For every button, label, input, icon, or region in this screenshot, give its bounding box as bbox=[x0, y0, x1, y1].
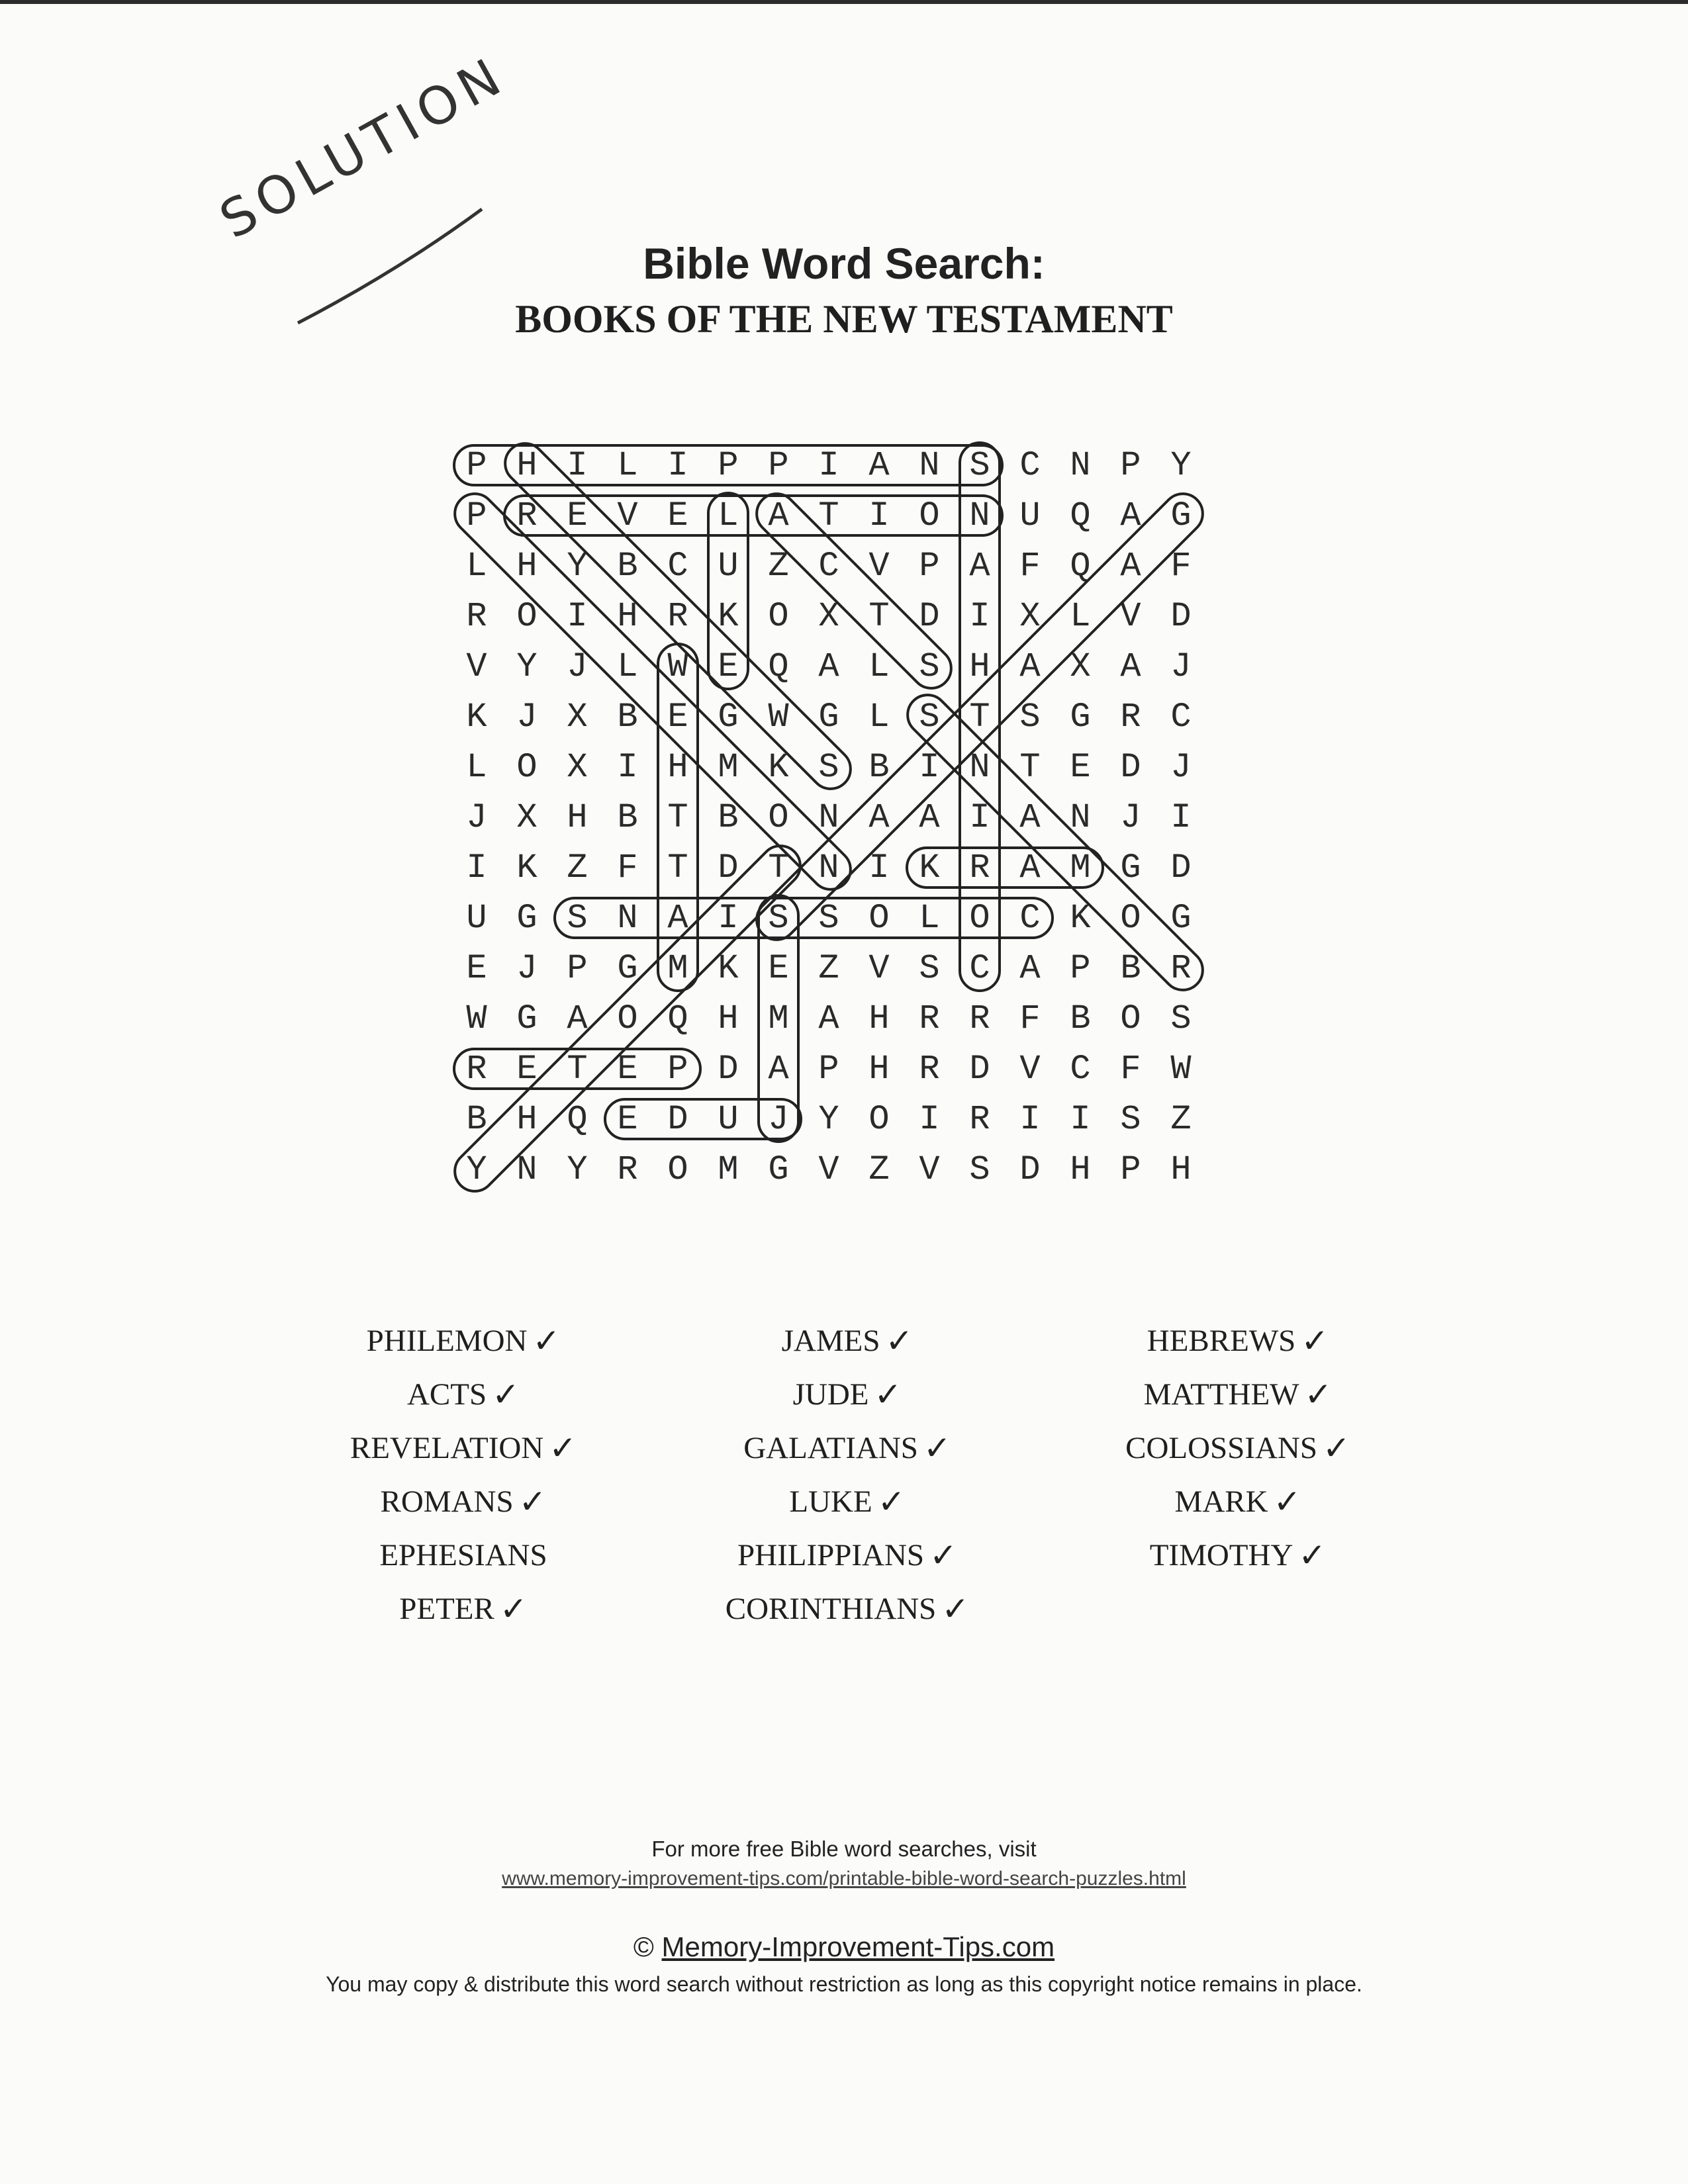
grid-letter: D bbox=[919, 596, 940, 636]
grid-letter: T bbox=[667, 848, 688, 887]
grid-letter: A bbox=[1019, 647, 1041, 686]
grid-letter: I bbox=[868, 848, 890, 887]
grid-letter: A bbox=[818, 647, 839, 686]
grid-letter: M bbox=[667, 948, 688, 988]
grid-letter: J bbox=[516, 697, 538, 737]
grid-letter: G bbox=[768, 1150, 789, 1189]
grid-letter: Y bbox=[818, 1099, 839, 1139]
grid-letter: D bbox=[667, 1099, 688, 1139]
copyright-symbol: © bbox=[633, 1931, 654, 1962]
word-label: GALATIANS bbox=[743, 1430, 918, 1465]
grid-letter: B bbox=[617, 546, 638, 586]
grid-letter: C bbox=[1019, 445, 1041, 485]
grid-letter: X bbox=[1019, 596, 1041, 636]
grid-letter: T bbox=[969, 697, 990, 737]
grid-letter: A bbox=[1019, 848, 1041, 887]
word-label: CORINTHIANS bbox=[725, 1591, 937, 1626]
grid-letter: O bbox=[1120, 999, 1141, 1038]
word-list-item bbox=[1033, 1528, 1443, 1582]
grid-letter: A bbox=[1120, 647, 1141, 686]
grid-letter: O bbox=[868, 1099, 890, 1139]
grid-letter: D bbox=[718, 1049, 739, 1089]
grid-letter: N bbox=[969, 747, 990, 787]
grid-letter: U bbox=[466, 898, 487, 938]
grid-letter: Z bbox=[868, 1150, 890, 1189]
check-mark-icon: ✓ bbox=[874, 1375, 902, 1414]
word-list-item bbox=[258, 1582, 669, 1635]
check-mark-icon: ✓ bbox=[941, 1589, 970, 1628]
grid-letter: E bbox=[567, 496, 588, 535]
grid-letter: C bbox=[969, 948, 990, 988]
grid-letter: O bbox=[516, 747, 538, 787]
grid-letter: D bbox=[1120, 747, 1141, 787]
word-list-item bbox=[1033, 1314, 1443, 1367]
grid-letter: O bbox=[1120, 898, 1141, 938]
word-label: REVELATION bbox=[350, 1430, 544, 1465]
page-title: Bible Word Search: bbox=[643, 239, 1045, 288]
grid-letter: X bbox=[1070, 647, 1091, 686]
grid-letter: R bbox=[516, 496, 538, 535]
grid-letter: Q bbox=[1070, 496, 1091, 535]
grid-letter: Y bbox=[516, 647, 538, 686]
grid-letter: P bbox=[1120, 1150, 1141, 1189]
grid-letter: L bbox=[466, 546, 487, 586]
handwritten-solution-label: SOLUTION bbox=[211, 45, 516, 251]
grid-letter: D bbox=[1170, 596, 1192, 636]
check-mark-icon: ✓ bbox=[549, 1428, 577, 1467]
grid-letter: N bbox=[617, 898, 638, 938]
grid-letter: R bbox=[466, 596, 487, 636]
word-label: JUDE bbox=[792, 1377, 869, 1412]
grid-letter: L bbox=[617, 647, 638, 686]
grid-letter: Y bbox=[466, 1150, 487, 1189]
word-list-column-2 bbox=[642, 1314, 1053, 1635]
grid-letter: M bbox=[1070, 848, 1091, 887]
grid-letter: V bbox=[1120, 596, 1141, 636]
grid-letter: G bbox=[1170, 898, 1192, 938]
grid-letter: I bbox=[1019, 1099, 1041, 1139]
grid-letter: G bbox=[516, 898, 538, 938]
grid-letter: Y bbox=[567, 546, 588, 586]
word-list-item bbox=[258, 1367, 669, 1421]
grid-letter: T bbox=[818, 496, 839, 535]
grid-letter: E bbox=[1070, 747, 1091, 787]
grid-letter: B bbox=[617, 697, 638, 737]
grid-letter: E bbox=[617, 1099, 638, 1139]
word-list-item bbox=[258, 1421, 669, 1475]
grid-letter: S bbox=[768, 898, 789, 938]
grid-letter: R bbox=[617, 1150, 638, 1189]
grid-letter: I bbox=[969, 797, 990, 837]
grid-letter: G bbox=[617, 948, 638, 988]
grid-letter: F bbox=[1019, 999, 1041, 1038]
grid-letter: L bbox=[1070, 596, 1091, 636]
grid-letter: G bbox=[516, 999, 538, 1038]
word-label: JAMES bbox=[781, 1323, 880, 1358]
word-label: MARK bbox=[1174, 1484, 1268, 1519]
grid-letter: D bbox=[1019, 1150, 1041, 1189]
grid-letter: S bbox=[969, 1150, 990, 1189]
grid-letter: O bbox=[868, 898, 890, 938]
grid-letter: H bbox=[1070, 1150, 1091, 1189]
grid-letter: I bbox=[919, 1099, 940, 1139]
word-list-column-3 bbox=[1033, 1314, 1443, 1582]
word-label: HEBREWS bbox=[1147, 1323, 1296, 1358]
grid-letter: T bbox=[1019, 747, 1041, 787]
grid-letter: P bbox=[768, 445, 789, 485]
grid-letter: U bbox=[718, 1099, 739, 1139]
check-mark-icon: ✓ bbox=[1273, 1482, 1301, 1521]
grid-letter: A bbox=[969, 546, 990, 586]
page-subtitle: BOOKS OF THE NEW TESTAMENT bbox=[515, 297, 1173, 341]
word-label: PHILIPPIANS bbox=[737, 1537, 925, 1572]
grid-letter: S bbox=[919, 948, 940, 988]
grid-letter: N bbox=[818, 797, 839, 837]
grid-letter: Q bbox=[768, 647, 789, 686]
grid-letter: F bbox=[1170, 546, 1192, 586]
grid-letter: E bbox=[768, 948, 789, 988]
grid-letter: Q bbox=[567, 1099, 588, 1139]
grid-letter: V bbox=[617, 496, 638, 535]
grid-letter: N bbox=[516, 1150, 538, 1189]
grid-letter: E bbox=[667, 496, 688, 535]
grid-letter: J bbox=[768, 1099, 789, 1139]
grid-letter: N bbox=[1070, 445, 1091, 485]
check-mark-icon: ✓ bbox=[923, 1428, 951, 1467]
grid-letter: M bbox=[768, 999, 789, 1038]
grid-letter: S bbox=[818, 747, 839, 787]
grid-letter: O bbox=[919, 496, 940, 535]
word-list-item bbox=[258, 1314, 669, 1367]
grid-letter: I bbox=[818, 445, 839, 485]
grid-letter: P bbox=[718, 445, 739, 485]
grid-letter: J bbox=[466, 797, 487, 837]
grid-letter: T bbox=[667, 797, 688, 837]
grid-letter: Z bbox=[1170, 1099, 1192, 1139]
check-mark-icon: ✓ bbox=[877, 1482, 906, 1521]
grid-letter: X bbox=[567, 747, 588, 787]
word-list-item bbox=[642, 1528, 1053, 1582]
grid-letter: G bbox=[1120, 848, 1141, 887]
grid-letter: X bbox=[567, 697, 588, 737]
grid-letter: A bbox=[567, 999, 588, 1038]
word-list-item bbox=[1033, 1421, 1443, 1475]
grid-letter: H bbox=[1170, 1150, 1192, 1189]
grid-letter: R bbox=[1120, 697, 1141, 737]
grid-letter: R bbox=[667, 596, 688, 636]
grid-letter: M bbox=[718, 1150, 739, 1189]
grid-letter: O bbox=[768, 596, 789, 636]
grid-letter: N bbox=[818, 848, 839, 887]
grid-letter: F bbox=[1120, 1049, 1141, 1089]
grid-letter: G bbox=[718, 697, 739, 737]
word-list-column-1 bbox=[258, 1314, 669, 1635]
grid-letter: K bbox=[919, 848, 940, 887]
check-mark-icon: ✓ bbox=[1304, 1375, 1333, 1414]
grid-letter: A bbox=[919, 797, 940, 837]
grid-letter: V bbox=[466, 647, 487, 686]
grid-letter: K bbox=[466, 697, 487, 737]
grid-letter: E bbox=[667, 697, 688, 737]
grid-letter: C bbox=[1070, 1049, 1091, 1089]
grid-letter: A bbox=[667, 898, 688, 938]
check-mark-icon: ✓ bbox=[1298, 1535, 1327, 1574]
check-mark-icon: ✓ bbox=[532, 1321, 561, 1360]
check-mark-icon: ✓ bbox=[1301, 1321, 1329, 1360]
grid-letter: P bbox=[919, 546, 940, 586]
check-mark-icon: ✓ bbox=[492, 1375, 520, 1414]
word-list-item bbox=[642, 1314, 1053, 1367]
grid-letter: H bbox=[516, 445, 538, 485]
grid-letter: W bbox=[768, 697, 789, 737]
grid-letter: I bbox=[868, 496, 890, 535]
grid-letter: V bbox=[868, 948, 890, 988]
footer-copyright bbox=[0, 1931, 1688, 1963]
grid-letter: D bbox=[718, 848, 739, 887]
grid-letter: V bbox=[868, 546, 890, 586]
grid-letter: L bbox=[919, 898, 940, 938]
grid-letter: L bbox=[466, 747, 487, 787]
grid-letter: Z bbox=[818, 948, 839, 988]
grid-letter: L bbox=[868, 647, 890, 686]
grid-letter: C bbox=[818, 546, 839, 586]
grid-letter: B bbox=[868, 747, 890, 787]
grid-letter: T bbox=[567, 1049, 588, 1089]
check-mark-icon: ✓ bbox=[1323, 1428, 1350, 1467]
grid-letter: K bbox=[768, 747, 789, 787]
grid-letter: U bbox=[1019, 496, 1041, 535]
grid-letter: P bbox=[466, 496, 487, 535]
grid-letter: K bbox=[516, 848, 538, 887]
check-mark-icon: ✓ bbox=[518, 1482, 547, 1521]
grid-letter: P bbox=[567, 948, 588, 988]
grid-letter: L bbox=[617, 445, 638, 485]
word-label: PETER bbox=[399, 1591, 494, 1626]
grid-letter: V bbox=[818, 1150, 839, 1189]
grid-letter: E bbox=[617, 1049, 638, 1089]
grid-letter: S bbox=[1019, 697, 1041, 737]
grid-letter: I bbox=[1070, 1099, 1091, 1139]
word-list-item bbox=[642, 1475, 1053, 1528]
grid-letter: X bbox=[818, 596, 839, 636]
grid-letter: H bbox=[617, 596, 638, 636]
grid-letter: T bbox=[768, 848, 789, 887]
grid-letter: B bbox=[1070, 999, 1091, 1038]
grid-letter: S bbox=[1120, 1099, 1141, 1139]
grid-letter: B bbox=[1120, 948, 1141, 988]
grid-letter: H bbox=[516, 1099, 538, 1139]
grid-letter: G bbox=[1070, 697, 1091, 737]
grid-letter: P bbox=[667, 1049, 688, 1089]
word-list-item bbox=[642, 1421, 1053, 1475]
grid-letter: E bbox=[516, 1049, 538, 1089]
grid-letter: B bbox=[466, 1099, 487, 1139]
grid-letter: R bbox=[919, 1049, 940, 1089]
grid-letter: B bbox=[718, 797, 739, 837]
grid-letter: Z bbox=[567, 848, 588, 887]
grid-letter: J bbox=[1170, 747, 1192, 787]
check-mark-icon: ✓ bbox=[929, 1535, 957, 1574]
word-label: ROMANS bbox=[380, 1484, 514, 1519]
grid-letter: O bbox=[768, 797, 789, 837]
grid-letter: K bbox=[718, 596, 739, 636]
grid-letter: V bbox=[919, 1150, 940, 1189]
word-list-item bbox=[1033, 1367, 1443, 1421]
grid-letter: J bbox=[1120, 797, 1141, 837]
word-label: MATTHEW bbox=[1143, 1377, 1299, 1412]
word-list-item bbox=[642, 1582, 1053, 1635]
grid-letter: A bbox=[818, 999, 839, 1038]
grid-letter: H bbox=[516, 546, 538, 586]
grid-letter: D bbox=[1170, 848, 1192, 887]
grid-letter: P bbox=[1070, 948, 1091, 988]
grid-letter: I bbox=[718, 898, 739, 938]
grid-letter: W bbox=[667, 647, 688, 686]
grid-letter: G bbox=[818, 697, 839, 737]
grid-letter: A bbox=[868, 445, 890, 485]
grid-letter: S bbox=[1170, 999, 1192, 1038]
footer-visit-text: For more free Bible word searches, visit bbox=[651, 1837, 1037, 1861]
grid-letter: S bbox=[969, 445, 990, 485]
word-label: COLOSSIANS bbox=[1125, 1430, 1317, 1465]
grid-letter: C bbox=[1019, 898, 1041, 938]
grid-letter: R bbox=[969, 848, 990, 887]
grid-letter: E bbox=[718, 647, 739, 686]
grid-letter: P bbox=[818, 1049, 839, 1089]
grid-letter: I bbox=[969, 596, 990, 636]
grid-letter: F bbox=[617, 848, 638, 887]
grid-letter: J bbox=[567, 647, 588, 686]
grid-letter: R bbox=[466, 1049, 487, 1089]
grid-letter: I bbox=[567, 445, 588, 485]
grid-letter: B bbox=[617, 797, 638, 837]
grid-letter: P bbox=[1120, 445, 1141, 485]
grid-letter: H bbox=[868, 1049, 890, 1089]
grid-letter: R bbox=[919, 999, 940, 1038]
grid-letter: A bbox=[768, 496, 789, 535]
grid-letter: H bbox=[969, 647, 990, 686]
grid-letter: A bbox=[1019, 797, 1041, 837]
grid-letter: S bbox=[919, 647, 940, 686]
grid-letter: E bbox=[466, 948, 487, 988]
word-label: TIMOTHY bbox=[1149, 1537, 1293, 1572]
grid-letter: I bbox=[667, 445, 688, 485]
grid-letter: N bbox=[919, 445, 940, 485]
grid-letter: Z bbox=[768, 546, 789, 586]
grid-letter: K bbox=[1070, 898, 1091, 938]
word-label: PHILEMON bbox=[366, 1323, 528, 1358]
grid-letter: T bbox=[868, 596, 890, 636]
grid-letter: G bbox=[1170, 496, 1192, 535]
grid-letter: O bbox=[667, 1150, 688, 1189]
grid-letter: S bbox=[818, 898, 839, 938]
grid-letter: H bbox=[667, 747, 688, 787]
grid-letter: O bbox=[516, 596, 538, 636]
grid-letter: R bbox=[969, 1099, 990, 1139]
grid-letter: W bbox=[466, 999, 487, 1038]
footer-notice: You may copy & distribute this word search without restriction as long as this copyright notice remains in place. bbox=[326, 1972, 1362, 1996]
grid-letter: H bbox=[567, 797, 588, 837]
grid-letter: A bbox=[1120, 496, 1141, 535]
grid-letter: Y bbox=[1170, 445, 1192, 485]
word-label: LUKE bbox=[789, 1484, 872, 1519]
check-mark-icon: ✓ bbox=[499, 1589, 528, 1628]
grid-letter: H bbox=[718, 999, 739, 1038]
grid-letter: A bbox=[1019, 948, 1041, 988]
grid-letter: Q bbox=[667, 999, 688, 1038]
grid-letter: C bbox=[1170, 697, 1192, 737]
grid-letter: V bbox=[1019, 1049, 1041, 1089]
word-search-grid bbox=[451, 440, 1206, 1195]
grid-letter: M bbox=[718, 747, 739, 787]
grid-letter: J bbox=[1170, 647, 1192, 686]
grid-letter: L bbox=[868, 697, 890, 737]
grid-letter: O bbox=[617, 999, 638, 1038]
grid-letter: F bbox=[1019, 546, 1041, 586]
grid-letter: X bbox=[516, 797, 538, 837]
grid-letter: Q bbox=[1070, 546, 1091, 586]
grid-letter: H bbox=[868, 999, 890, 1038]
grid-letter: I bbox=[466, 848, 487, 887]
grid-letter: R bbox=[969, 999, 990, 1038]
grid-letter: A bbox=[1120, 546, 1141, 586]
grid-letter: Y bbox=[567, 1150, 588, 1189]
grid-letter: N bbox=[1070, 797, 1091, 837]
grid-letter: U bbox=[718, 546, 739, 586]
grid-letter: I bbox=[919, 747, 940, 787]
word-list-item bbox=[642, 1367, 1053, 1421]
grid-letter: A bbox=[868, 797, 890, 837]
footer-url-link[interactable]: www.memory-improvement-tips.com/printable-bible-word-search-puzzles.html bbox=[502, 1868, 1186, 1889]
grid-letter: P bbox=[466, 445, 487, 485]
grid-letter: R bbox=[1170, 948, 1192, 988]
grid-letter: N bbox=[969, 496, 990, 535]
grid-letter: C bbox=[667, 546, 688, 586]
grid-letter: S bbox=[567, 898, 588, 938]
grid-letter: I bbox=[567, 596, 588, 636]
word-label: ACTS bbox=[406, 1377, 487, 1412]
copyright-site-link[interactable]: Memory-Improvement-Tips.com bbox=[661, 1931, 1055, 1962]
grid-letter: I bbox=[1170, 797, 1192, 837]
grid-letter: S bbox=[919, 697, 940, 737]
word-label: EPHESIANS bbox=[379, 1537, 547, 1572]
grid-letter: A bbox=[768, 1049, 789, 1089]
grid-letter: I bbox=[617, 747, 638, 787]
grid-letter: W bbox=[1170, 1049, 1192, 1089]
word-list-item bbox=[258, 1528, 669, 1582]
grid-letter: L bbox=[718, 496, 739, 535]
word-list-item bbox=[258, 1475, 669, 1528]
grid-letter: K bbox=[718, 948, 739, 988]
check-mark-icon: ✓ bbox=[885, 1321, 914, 1360]
grid-letter: D bbox=[969, 1049, 990, 1089]
word-list-item bbox=[1033, 1475, 1443, 1528]
grid-letter: O bbox=[969, 898, 990, 938]
grid-letter: J bbox=[516, 948, 538, 988]
